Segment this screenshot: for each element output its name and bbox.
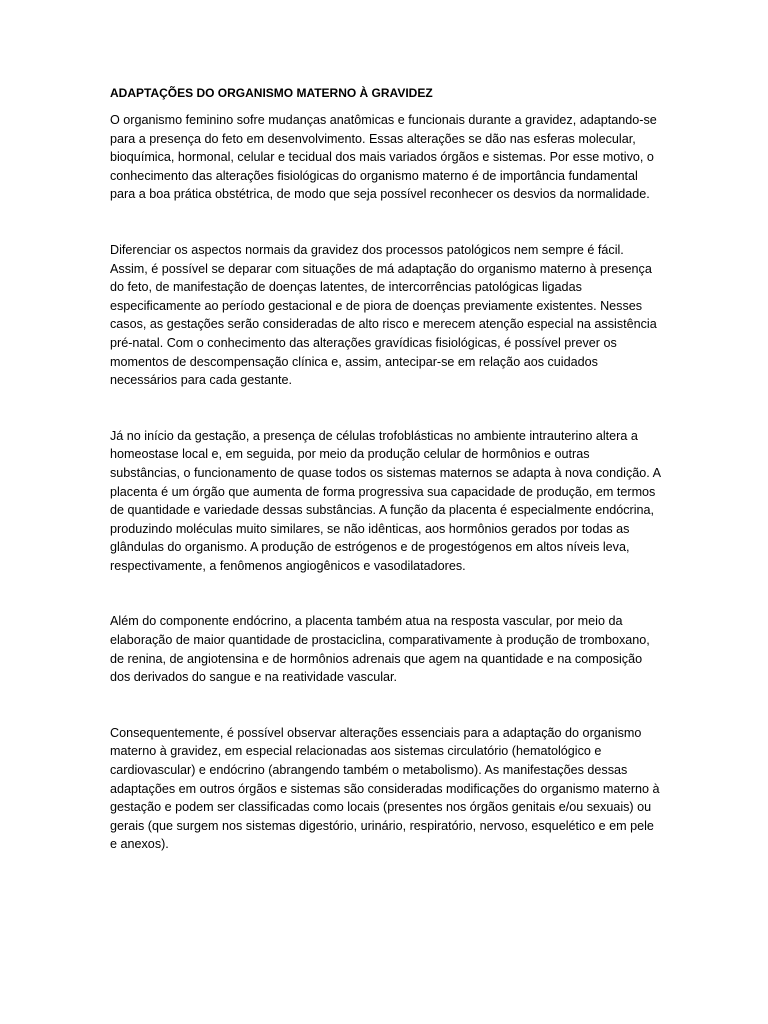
- paragraph-intro: O organismo feminino sofre mudanças anatômicas e funcionais durante a gravidez, adaptando-se para a presença do feto em desenvolvimento. Essas alterações se dão nas esferas molecular, bioquímica, hormonal, celular e tecidual dos mais variados órgãos e sistemas. Por esse motivo, o conhecimento das alterações fisiológicas do organismo materno é de importância fundamental para a boa prática obstétrica, de modo que seja possível reconhecer os desvios da normalidade.: [110, 113, 657, 202]
- document-title: ADAPTAÇÕES DO ORGANISMO MATERNO À GRAVIDEZ: [110, 86, 433, 100]
- paragraph-consequences: Consequentemente, é possível observar alterações essenciais para a adaptação do organismo materno à gravidez, em especial relacionadas aos sistemas circulatório (hematológico e cardiovascular) e endócrino (abrangendo também o metabolismo). As manifestações dessas adaptações em outros órgãos e sistemas são consideradas modificações do organismo materno à gestação e podem ser classificadas como locais (presentes nos órgãos genitais e/ou sexuais) ou gerais (que surgem nos sistemas digestório, urinário, respiratório, nervoso, esquelético e em pele e anexos).: [110, 725, 660, 852]
- paragraph-placenta-endocrine: Já no início da gestação, a presença de células trofoblásticas no ambiente intrauterino altera a homeostase local e, em seguida, por meio da produção celular de hormônios e outras substâncias, o funcionamento de quase todos os sistemas maternos se adapta à nova condição. A placenta é um órgão que aumenta de forma progressiva sua capacidade de produção, em termos de quantidade e variedade dessas substâncias. A função da placenta é especialmente endócrina, produzindo moléculas muito similares, se não idênticas, aos hormônios gerados por todas as glândulas do organismo. A produção de estrógenos e de progestógenos em altos níveis leva, respectivamente, a fenômenos angiogênicos e vasodilatadores.: [110, 428, 661, 573]
- paragraph-normal-vs-pathological: Diferenciar os aspectos normais da gravidez dos processos patológicos nem sempre é fácil. Assim, é possível se deparar com situações de má adaptação do organismo materno à presença do feto, de manifestação de doenças latentes, de intercorrências patológicas ligadas especificamente ao período gestacional e de piora de doenças previamente existentes. Nesses casos, as gestações serão consideradas de alto risco e merecem atenção especial na assistência pré-natal. Com o conhecimento das alterações gravídicas fisiológicas, é possível prever os momentos de descompensação clínica e, assim, antecipar-se em relação aos cuidados necessários para cada gestante.: [110, 242, 657, 388]
- document-page: [110, 84, 662, 854]
- paragraph-placenta-vascular: Além do componente endócrino, a placenta também atua na resposta vascular, por meio da elaboração de maior quantidade de prostaciclina, comparativamente à produção de tromboxano, de renina, de angiotensina e de hormônios adrenais que agem na quantidade e na composição dos derivados do sangue e na reatividade vascular.: [110, 614, 650, 685]
